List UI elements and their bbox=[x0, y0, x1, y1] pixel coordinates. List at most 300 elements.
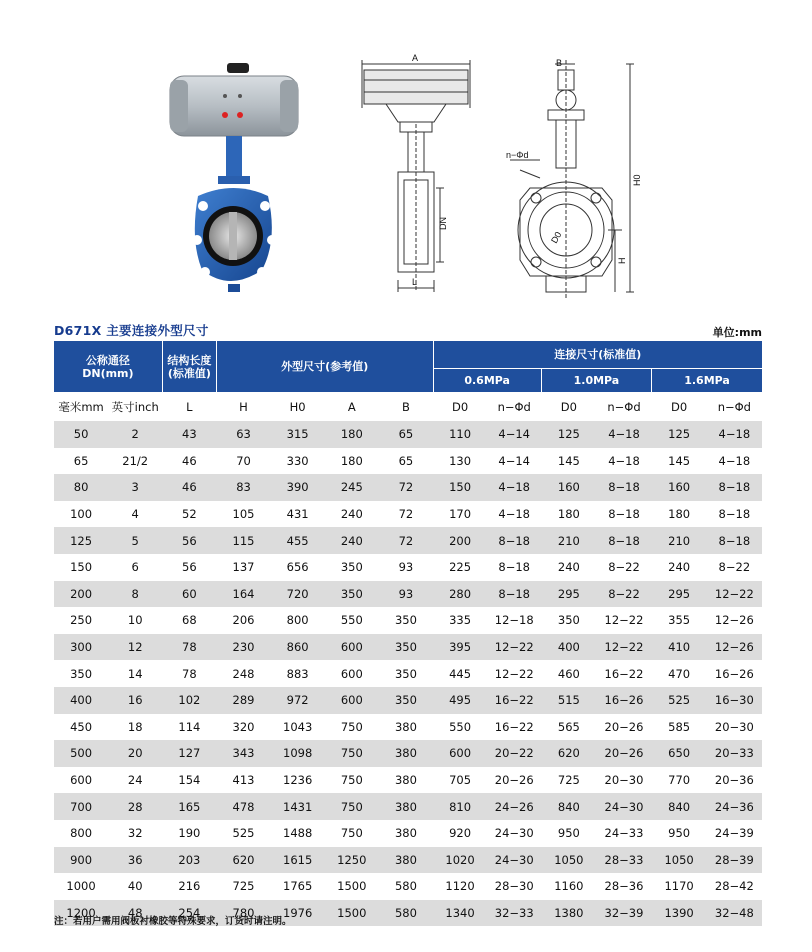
table-cell: 24−30 bbox=[596, 793, 651, 820]
table-cell: 1765 bbox=[271, 873, 325, 900]
table-row bbox=[54, 448, 762, 475]
table-cell: 350 bbox=[54, 660, 108, 687]
table-cell: 350 bbox=[379, 607, 433, 634]
table-cell: 380 bbox=[379, 847, 433, 874]
table-cell: 350 bbox=[379, 687, 433, 714]
table-cell: 8−22 bbox=[596, 554, 651, 581]
table-row bbox=[54, 660, 762, 687]
table-cell: 478 bbox=[216, 793, 270, 820]
table-cell: 24−30 bbox=[487, 820, 541, 847]
table-cell: 4−14 bbox=[487, 448, 541, 475]
table-cell: 24 bbox=[108, 767, 162, 794]
table-cell: 300 bbox=[54, 634, 108, 661]
subheader-cell: A bbox=[325, 393, 379, 422]
table-cell: 8−18 bbox=[707, 474, 762, 501]
table-cell: 395 bbox=[433, 634, 487, 661]
table-cell: 1340 bbox=[433, 900, 487, 927]
table-cell: 525 bbox=[216, 820, 270, 847]
table-cell: 20−33 bbox=[707, 740, 762, 767]
header-nominal-size bbox=[54, 341, 162, 393]
subheader-cell: n−Φd bbox=[707, 393, 762, 422]
table-cell: 1380 bbox=[541, 900, 596, 927]
header-nominal-size-label: 公称通径 bbox=[85, 353, 130, 367]
footnote: 注：若用户需用阀板衬橡胶等特殊要求，订货时请注明。 bbox=[54, 916, 292, 927]
table-cell: 24−30 bbox=[487, 847, 541, 874]
table-cell: 20−26 bbox=[596, 714, 651, 741]
table-cell: 203 bbox=[162, 847, 216, 874]
table-cell: 750 bbox=[325, 767, 379, 794]
table-cell: 390 bbox=[271, 474, 325, 501]
table-cell: 4−18 bbox=[487, 501, 541, 528]
table-cell: 130 bbox=[433, 448, 487, 475]
subheader-cell: n−Φd bbox=[487, 393, 541, 422]
table-cell: 8−18 bbox=[596, 527, 651, 554]
header-nominal-size-sub: DN(mm) bbox=[82, 366, 134, 380]
subheader-cell: D0 bbox=[652, 393, 707, 422]
table-cell: 1615 bbox=[271, 847, 325, 874]
table-cell: 216 bbox=[162, 873, 216, 900]
table-cell: 56 bbox=[162, 554, 216, 581]
table-cell: 16−22 bbox=[487, 714, 541, 741]
table-cell: 4−18 bbox=[596, 448, 651, 475]
table-cell: 52 bbox=[162, 501, 216, 528]
table-cell: 656 bbox=[271, 554, 325, 581]
table-cell: 63 bbox=[216, 421, 270, 448]
table-cell: 4−18 bbox=[707, 448, 762, 475]
table-cell: 1020 bbox=[433, 847, 487, 874]
table-cell: 40 bbox=[108, 873, 162, 900]
table-cell: 65 bbox=[54, 448, 108, 475]
table-cell: 240 bbox=[541, 554, 596, 581]
table-cell: 8−18 bbox=[487, 554, 541, 581]
table-cell: 137 bbox=[216, 554, 270, 581]
table-cell: 254 bbox=[162, 900, 216, 927]
table-row bbox=[54, 847, 762, 874]
table-cell: 32−33 bbox=[487, 900, 541, 927]
table-cell: 12−18 bbox=[487, 607, 541, 634]
table-cell: 580 bbox=[379, 873, 433, 900]
table-cell: 248 bbox=[216, 660, 270, 687]
table-cell: 46 bbox=[162, 474, 216, 501]
header-structure-length-sub: (标准值) bbox=[167, 366, 211, 380]
table-cell: 750 bbox=[325, 740, 379, 767]
table-cell: 115 bbox=[216, 527, 270, 554]
table-cell: 12−22 bbox=[487, 660, 541, 687]
table-cell: 620 bbox=[216, 847, 270, 874]
table-cell: 4−18 bbox=[707, 421, 762, 448]
table-cell: 8 bbox=[108, 581, 162, 608]
table-cell: 20−30 bbox=[707, 714, 762, 741]
table-cell: 32−48 bbox=[707, 900, 762, 927]
table-cell: 840 bbox=[652, 793, 707, 820]
table-row bbox=[54, 474, 762, 501]
table-cell: 431 bbox=[271, 501, 325, 528]
table-cell: 170 bbox=[433, 501, 487, 528]
table-row bbox=[54, 740, 762, 767]
front-view-drawing bbox=[0, 0, 812, 320]
table-cell: 56 bbox=[162, 527, 216, 554]
table-row bbox=[54, 714, 762, 741]
table-cell: 16 bbox=[108, 687, 162, 714]
subheader-cell: 毫米mm bbox=[54, 393, 108, 422]
table-row bbox=[54, 793, 762, 820]
table-cell: 28−36 bbox=[596, 873, 651, 900]
table-cell: 160 bbox=[541, 474, 596, 501]
table-cell: 16−26 bbox=[707, 660, 762, 687]
table-cell: 1000 bbox=[54, 873, 108, 900]
subheader-row bbox=[54, 393, 762, 422]
table-cell: 350 bbox=[379, 660, 433, 687]
table-cell: 180 bbox=[652, 501, 707, 528]
table-cell: 8−18 bbox=[596, 501, 651, 528]
table-cell: 68 bbox=[162, 607, 216, 634]
table-cell: 380 bbox=[379, 714, 433, 741]
table-cell: 455 bbox=[271, 527, 325, 554]
table-cell: 80 bbox=[54, 474, 108, 501]
table-cell: 43 bbox=[162, 421, 216, 448]
table-row bbox=[54, 581, 762, 608]
table-cell: 1170 bbox=[652, 873, 707, 900]
table-cell: 600 bbox=[433, 740, 487, 767]
table-cell: 380 bbox=[379, 793, 433, 820]
table-cell: 400 bbox=[54, 687, 108, 714]
table-cell: 210 bbox=[652, 527, 707, 554]
table-cell: 450 bbox=[54, 714, 108, 741]
table-cell: 400 bbox=[541, 634, 596, 661]
table-cell: 972 bbox=[271, 687, 325, 714]
table-cell: 8−18 bbox=[596, 474, 651, 501]
table-cell: 525 bbox=[652, 687, 707, 714]
table-row bbox=[54, 873, 762, 900]
table-cell: 46 bbox=[162, 448, 216, 475]
table-cell: 750 bbox=[325, 793, 379, 820]
table-cell: 800 bbox=[54, 820, 108, 847]
front-label-h: H bbox=[617, 257, 627, 264]
table-cell: 750 bbox=[325, 820, 379, 847]
table-cell: 620 bbox=[541, 740, 596, 767]
table-cell: 410 bbox=[652, 634, 707, 661]
front-label-b: B bbox=[556, 58, 563, 68]
table-cell: 16−30 bbox=[707, 687, 762, 714]
table-cell: 720 bbox=[271, 581, 325, 608]
table-cell: 10 bbox=[108, 607, 162, 634]
table-cell: 20−36 bbox=[707, 767, 762, 794]
table-cell: 950 bbox=[541, 820, 596, 847]
table-cell: 445 bbox=[433, 660, 487, 687]
table-cell: 330 bbox=[271, 448, 325, 475]
table-cell: 355 bbox=[652, 607, 707, 634]
table-cell: 160 bbox=[652, 474, 707, 501]
table-cell: 343 bbox=[216, 740, 270, 767]
table-cell: 1488 bbox=[271, 820, 325, 847]
table-cell: 150 bbox=[54, 554, 108, 581]
table-cell: 145 bbox=[541, 448, 596, 475]
table-cell: 700 bbox=[54, 793, 108, 820]
table-cell: 16−22 bbox=[487, 687, 541, 714]
table-cell: 110 bbox=[433, 421, 487, 448]
subheader-cell: D0 bbox=[541, 393, 596, 422]
table-row bbox=[54, 421, 762, 448]
table-cell: 600 bbox=[325, 634, 379, 661]
section-title: D671X 主要连接外型尺寸 bbox=[54, 323, 209, 338]
table-cell: 70 bbox=[216, 448, 270, 475]
table-cell: 20−26 bbox=[596, 740, 651, 767]
table-cell: 295 bbox=[652, 581, 707, 608]
table-cell: 1500 bbox=[325, 900, 379, 927]
table-cell: 380 bbox=[379, 820, 433, 847]
header-structure-length bbox=[162, 341, 216, 393]
table-cell: 6 bbox=[108, 554, 162, 581]
table-cell: 225 bbox=[433, 554, 487, 581]
header-pressure-0-6: 0.6MPa bbox=[433, 369, 541, 393]
table-cell: 350 bbox=[379, 634, 433, 661]
table-cell: 600 bbox=[54, 767, 108, 794]
table-cell: 93 bbox=[379, 554, 433, 581]
side-label-a: A bbox=[412, 53, 419, 63]
table-cell: 125 bbox=[54, 527, 108, 554]
table-cell: 20−26 bbox=[487, 767, 541, 794]
table-cell: 460 bbox=[541, 660, 596, 687]
table-cell: 950 bbox=[652, 820, 707, 847]
front-label-h0: H0 bbox=[632, 174, 642, 186]
subheader-cell: n−Φd bbox=[596, 393, 651, 422]
table-cell: 14 bbox=[108, 660, 162, 687]
table-cell: 72 bbox=[379, 501, 433, 528]
table-cell: 24−36 bbox=[707, 793, 762, 820]
table-cell: 125 bbox=[541, 421, 596, 448]
table-cell: 1050 bbox=[652, 847, 707, 874]
table-row bbox=[54, 501, 762, 528]
table-cell: 4−18 bbox=[596, 421, 651, 448]
table-cell: 21/2 bbox=[108, 448, 162, 475]
table-cell: 289 bbox=[216, 687, 270, 714]
table-cell: 48 bbox=[108, 900, 162, 927]
table-cell: 72 bbox=[379, 527, 433, 554]
table-cell: 24−26 bbox=[487, 793, 541, 820]
table-cell: 1976 bbox=[271, 900, 325, 927]
table-cell: 200 bbox=[433, 527, 487, 554]
table-cell: 585 bbox=[652, 714, 707, 741]
table-cell: 93 bbox=[379, 581, 433, 608]
table-cell: 1431 bbox=[271, 793, 325, 820]
table-cell: 28−42 bbox=[707, 873, 762, 900]
table-row bbox=[54, 554, 762, 581]
table-cell: 705 bbox=[433, 767, 487, 794]
table-cell: 83 bbox=[216, 474, 270, 501]
table-cell: 295 bbox=[541, 581, 596, 608]
table-cell: 920 bbox=[433, 820, 487, 847]
table-cell: 280 bbox=[433, 581, 487, 608]
table-cell: 250 bbox=[54, 607, 108, 634]
table-cell: 770 bbox=[652, 767, 707, 794]
table-cell: 36 bbox=[108, 847, 162, 874]
table-cell: 840 bbox=[541, 793, 596, 820]
table-cell: 20 bbox=[108, 740, 162, 767]
table-cell: 350 bbox=[541, 607, 596, 634]
table-cell: 12−22 bbox=[596, 607, 651, 634]
side-label-l: L bbox=[412, 277, 418, 287]
table-row bbox=[54, 607, 762, 634]
table-row bbox=[54, 634, 762, 661]
table-cell: 550 bbox=[433, 714, 487, 741]
table-cell: 8−18 bbox=[487, 581, 541, 608]
table-cell: 1500 bbox=[325, 873, 379, 900]
table-cell: 245 bbox=[325, 474, 379, 501]
side-label-dn: DN bbox=[438, 217, 448, 230]
table-row bbox=[54, 767, 762, 794]
table-cell: 650 bbox=[652, 740, 707, 767]
table-cell: 1120 bbox=[433, 873, 487, 900]
table-cell: 8−18 bbox=[487, 527, 541, 554]
table-cell: 413 bbox=[216, 767, 270, 794]
table-cell: 380 bbox=[379, 767, 433, 794]
table-cell: 5 bbox=[108, 527, 162, 554]
table-cell: 102 bbox=[162, 687, 216, 714]
table-cell: 20−30 bbox=[596, 767, 651, 794]
table-cell: 164 bbox=[216, 581, 270, 608]
table-cell: 28−30 bbox=[487, 873, 541, 900]
table-cell: 800 bbox=[271, 607, 325, 634]
table-cell: 1098 bbox=[271, 740, 325, 767]
table-cell: 180 bbox=[325, 421, 379, 448]
table-cell: 24−33 bbox=[596, 820, 651, 847]
table-cell: 16−22 bbox=[596, 660, 651, 687]
figures-area bbox=[0, 0, 812, 320]
subheader-cell: L bbox=[162, 393, 216, 422]
table-cell: 320 bbox=[216, 714, 270, 741]
table-cell: 12−22 bbox=[487, 634, 541, 661]
table-cell: 500 bbox=[54, 740, 108, 767]
table-cell: 65 bbox=[379, 421, 433, 448]
table-cell: 78 bbox=[162, 634, 216, 661]
table-cell: 1043 bbox=[271, 714, 325, 741]
table-cell: 725 bbox=[216, 873, 270, 900]
table-cell: 580 bbox=[379, 900, 433, 927]
table-cell: 24−39 bbox=[707, 820, 762, 847]
table-cell: 28−39 bbox=[707, 847, 762, 874]
header-overall-dims: 外型尺寸(参考值) bbox=[216, 341, 433, 393]
table-cell: 470 bbox=[652, 660, 707, 687]
table-cell: 240 bbox=[325, 501, 379, 528]
table-cell: 180 bbox=[541, 501, 596, 528]
front-label-nphid: n−Φd bbox=[506, 150, 529, 160]
table-cell: 2 bbox=[108, 421, 162, 448]
table-cell: 495 bbox=[433, 687, 487, 714]
dimension-table bbox=[54, 341, 762, 926]
subheader-cell: H bbox=[216, 393, 270, 422]
table-cell: 900 bbox=[54, 847, 108, 874]
subheader-cell: 英寸inch bbox=[108, 393, 162, 422]
table-cell: 515 bbox=[541, 687, 596, 714]
table-cell: 315 bbox=[271, 421, 325, 448]
table-cell: 12−26 bbox=[707, 634, 762, 661]
table-cell: 1200 bbox=[54, 900, 108, 927]
subheader-cell: H0 bbox=[271, 393, 325, 422]
table-row bbox=[54, 820, 762, 847]
table-cell: 127 bbox=[162, 740, 216, 767]
table-cell: 180 bbox=[325, 448, 379, 475]
table-cell: 4 bbox=[108, 501, 162, 528]
table-cell: 335 bbox=[433, 607, 487, 634]
table-cell: 200 bbox=[54, 581, 108, 608]
table-cell: 1236 bbox=[271, 767, 325, 794]
table-cell: 860 bbox=[271, 634, 325, 661]
table-body bbox=[54, 421, 762, 926]
table-cell: 565 bbox=[541, 714, 596, 741]
table-cell: 78 bbox=[162, 660, 216, 687]
table-cell: 883 bbox=[271, 660, 325, 687]
table-row bbox=[54, 527, 762, 554]
table-cell: 8−22 bbox=[596, 581, 651, 608]
table-cell: 810 bbox=[433, 793, 487, 820]
table-cell: 100 bbox=[54, 501, 108, 528]
table-cell: 1250 bbox=[325, 847, 379, 874]
table-cell: 550 bbox=[325, 607, 379, 634]
table-cell: 114 bbox=[162, 714, 216, 741]
table-cell: 28−33 bbox=[596, 847, 651, 874]
table-cell: 750 bbox=[325, 714, 379, 741]
table-cell: 230 bbox=[216, 634, 270, 661]
table-cell: 380 bbox=[379, 740, 433, 767]
table-cell: 350 bbox=[325, 554, 379, 581]
table-cell: 210 bbox=[541, 527, 596, 554]
table-cell: 725 bbox=[541, 767, 596, 794]
table-cell: 780 bbox=[216, 900, 270, 927]
table-cell: 60 bbox=[162, 581, 216, 608]
subheader-cell: D0 bbox=[433, 393, 487, 422]
table-cell: 600 bbox=[325, 687, 379, 714]
table-cell: 28 bbox=[108, 793, 162, 820]
table-cell: 1050 bbox=[541, 847, 596, 874]
header-connection-dims: 连接尺寸(标准值) bbox=[433, 341, 762, 369]
unit-label: 单位:mm bbox=[712, 326, 762, 339]
table-cell: 20−22 bbox=[487, 740, 541, 767]
table-cell: 206 bbox=[216, 607, 270, 634]
table-cell: 8−22 bbox=[707, 554, 762, 581]
table-cell: 1160 bbox=[541, 873, 596, 900]
table-cell: 150 bbox=[433, 474, 487, 501]
table-cell: 350 bbox=[325, 581, 379, 608]
table-cell: 32 bbox=[108, 820, 162, 847]
table-cell: 12−22 bbox=[596, 634, 651, 661]
table-cell: 105 bbox=[216, 501, 270, 528]
table-cell: 12−26 bbox=[707, 607, 762, 634]
table-cell: 32−39 bbox=[596, 900, 651, 927]
table-cell: 72 bbox=[379, 474, 433, 501]
table-cell: 600 bbox=[325, 660, 379, 687]
table-cell: 240 bbox=[325, 527, 379, 554]
table-cell: 190 bbox=[162, 820, 216, 847]
table-cell: 8−18 bbox=[707, 501, 762, 528]
table-cell: 12−22 bbox=[707, 581, 762, 608]
table-cell: 165 bbox=[162, 793, 216, 820]
table-cell: 4−18 bbox=[487, 474, 541, 501]
table-cell: 240 bbox=[652, 554, 707, 581]
table-cell: 125 bbox=[652, 421, 707, 448]
table-cell: 8−18 bbox=[707, 527, 762, 554]
table-cell: 18 bbox=[108, 714, 162, 741]
table-cell: 154 bbox=[162, 767, 216, 794]
table-cell: 145 bbox=[652, 448, 707, 475]
table-cell: 12 bbox=[108, 634, 162, 661]
table-cell: 16−26 bbox=[596, 687, 651, 714]
table-cell: 65 bbox=[379, 448, 433, 475]
header-pressure-1-6: 1.6MPa bbox=[652, 369, 762, 393]
header-structure-length-label: 结构长度 bbox=[167, 353, 212, 367]
table-cell: 50 bbox=[54, 421, 108, 448]
subheader-cell: B bbox=[379, 393, 433, 422]
table-cell: 1390 bbox=[652, 900, 707, 927]
